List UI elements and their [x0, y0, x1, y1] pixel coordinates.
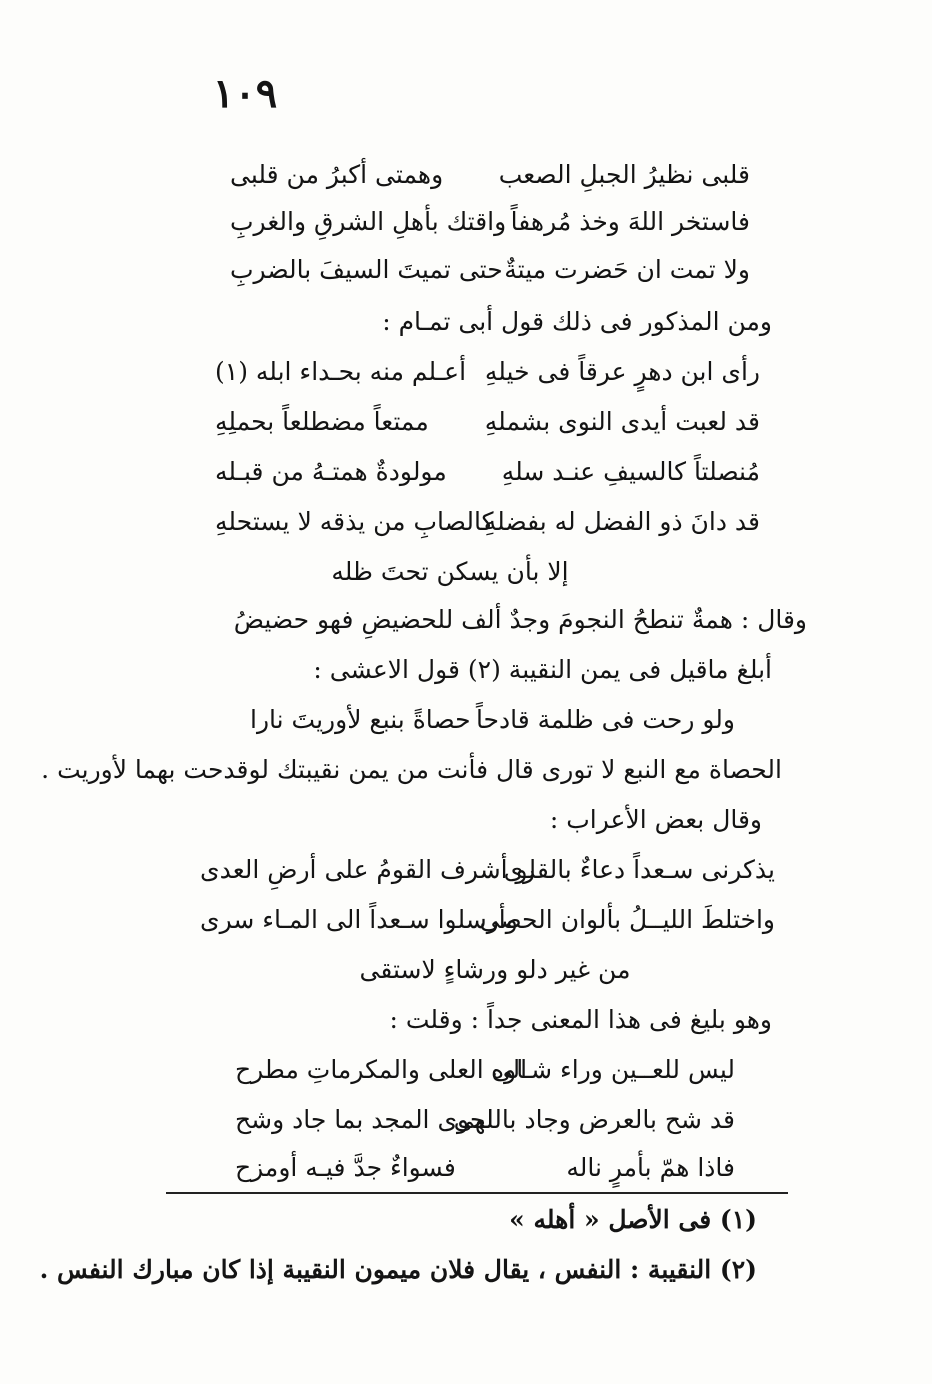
page-number: ١٠٩ — [212, 70, 278, 117]
verse-second-hemistich: أعـلم منه بحـداء ابله (١) — [215, 357, 467, 386]
verse-tail-line: من غير دلو ورشاءٍ لاستقى — [359, 955, 631, 984]
footnote-2: (٢) النقيبة : النفس ، يقال فلان ميمون النقيبة إذا كان مبارك النفس . — [39, 1255, 757, 1284]
verse-first-hemistich: ولو رحت فى ظلمة قادحاً — [475, 705, 735, 734]
footnote-divider — [166, 1192, 788, 1194]
prose-line: وقال : همةٌ تنطحُ النجومَ وجدٌ ألف للحضيضِ فهو حضيضُ — [233, 605, 807, 634]
prose-line: وقال بعض الأعراب : — [549, 805, 762, 834]
verse-line — [230, 155, 750, 195]
verse-line — [215, 402, 760, 442]
verse-line — [230, 250, 750, 290]
verse-line — [200, 900, 775, 940]
verse-first-hemistich: ولا تمت ان حَضرت ميتةٌ — [504, 255, 750, 284]
verse-first-hemistich: قد دانَ ذو الفضل له بفضلهِ — [483, 507, 760, 536]
verse-second-hemistich: حتى تميتَ السيفَ بالضربِ — [230, 255, 503, 284]
verse-second-hemistich: وهمتى أكبرُ من قلبى — [230, 160, 444, 189]
verse-first-hemistich: ليس للعــين وراء شـاوه — [491, 1055, 735, 1084]
verse-second-hemistich: وأرسلوا سـعداً الى المـاء سرى — [200, 905, 518, 934]
verse-second-hemistich: كالصابِ من يذقه لا يستحلهِ — [215, 507, 494, 536]
verse-first-hemistich: قلبى نظيرُ الجبلِ الصعب — [498, 160, 750, 189]
prose-line: ومن المذكور فى ذلك قول أبى تمـام : — [382, 307, 772, 336]
verse-first-hemistich: فاذا همّ بأمرٍ ناله — [566, 1153, 735, 1182]
verse-first-hemistich: مُنصلتاً كالسيفِ عنـد سلهِ — [501, 457, 760, 486]
verse-second-hemistich: مولودةٌ همتـهُ من قبـله — [215, 457, 447, 486]
verse-first-hemistich: فاستخر اللهَ وخذ مُرهفاً — [510, 207, 750, 236]
verse-line — [235, 1100, 735, 1140]
verse-second-hemistich: ممتعاً مضطلعاً بحملِهِ — [215, 407, 429, 436]
verse-second-hemistich: فسواءٌ جدَّ فيـه أومزح — [235, 1153, 456, 1182]
verse-line — [235, 1050, 735, 1090]
verse-first-hemistich: رأى ابن دهرٍ عرقاً فى خيلهِ — [484, 357, 760, 386]
verse-line — [230, 202, 750, 242]
verse-line — [215, 502, 760, 542]
prose-line: وهو بليغ فى هذا المعنى جداً : وقلت : — [389, 1005, 772, 1034]
verse-line — [200, 850, 775, 890]
verse-first-hemistich: واختلطَ الليــلُ بألوان الحصى — [479, 905, 775, 934]
verse-first-hemistich: قد شح بالعرض وجاد باللهى — [453, 1105, 735, 1134]
verse-second-hemistich: واقتك بأهلِ الشرقِ والغربِ — [230, 207, 507, 236]
verse-first-hemistich: يذكرنى سـعداً دعاءٌ بالقرى — [503, 855, 775, 884]
verse-second-hemistich: الى العلى والمكرماتِ مطرح — [235, 1055, 528, 1084]
verse-tail-line: إلا بأن يسكن تحتَ ظله — [331, 557, 569, 586]
verse-line — [235, 1148, 735, 1188]
verse-line — [250, 700, 735, 740]
prose-line: الحصاة مع النبع لا تورى قال فأنت من يمن نقيبتك لوقدحت بهما لأوريت . — [41, 755, 782, 784]
footnote-1: (١) فى الأصل « أهله » — [509, 1205, 757, 1234]
verse-second-hemistich: لحوى المجد بما جاد وشح — [235, 1105, 494, 1134]
prose-line: أبلغ ماقيل فى يمن النقيبة (٢) قول الاعشى : — [313, 655, 772, 684]
verse-second-hemistich: لو أشرف القومُ على أرضِ العدى — [200, 855, 537, 884]
verse-second-hemistich: حصاةً بنبع لأوريتَ نارا — [250, 705, 471, 734]
verse-line — [215, 452, 760, 492]
verse-first-hemistich: قد لعبت أيدى النوى بشملهِ — [484, 407, 760, 436]
verse-line — [215, 352, 760, 392]
